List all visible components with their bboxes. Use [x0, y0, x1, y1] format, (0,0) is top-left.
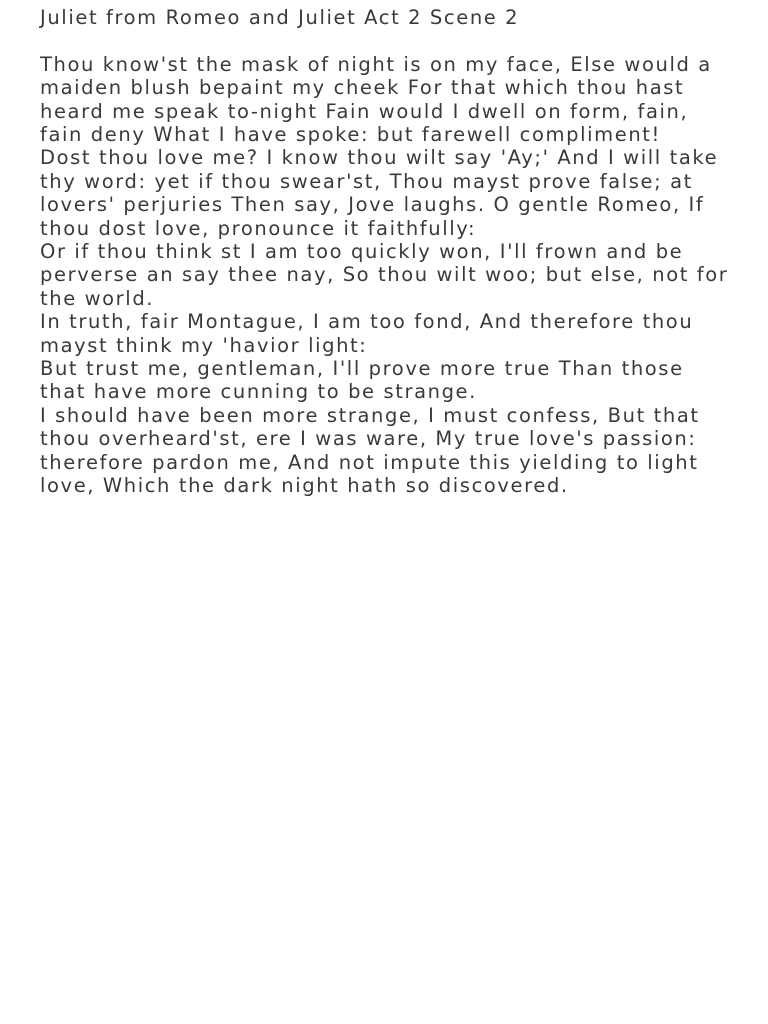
title-spacer	[40, 29, 730, 52]
paragraph-6: I should have been more strange, I must confess, But that thou overheard'st, ere I was ware, My true love's passion: therefore pardon me, And not impute this yielding to light love, Which the dark night hath so discovered.	[40, 403, 700, 498]
paragraph-3: Or if thou think st I am too quickly won, I'll frown and be perverse an say thee nay, So thou wilt woo; but else, not for the world.	[40, 240, 729, 310]
paragraph-5: But trust me, gentleman, I'll prove more true Than those that have more cunning to be strange.	[40, 357, 684, 404]
document	[40, 6, 730, 498]
paragraph-4: In truth, fair Montague, I am too fond, And therefore thou mayst think my 'havior light:	[40, 310, 694, 357]
paragraph-2: Dost thou love me? I know thou wilt say 'Ay;' And I will take thy word: yet if thou swear'st, Thou mayst prove false; at lovers' perjuries Then say, Jove laughs. O gentle Romeo, If thou dost love, pronounce it faithfully:	[40, 146, 719, 240]
document-title: Juliet from Romeo and Juliet Act 2 Scene 2	[40, 6, 520, 29]
paragraph-1: Thou know'st the mask of night is on my face, Else would a maiden blush bepaint my cheek For that which thou hast heard me speak to-night Fain would I dwell on form, fain, fain deny What I have spoke: but farewell compliment!	[40, 52, 712, 147]
